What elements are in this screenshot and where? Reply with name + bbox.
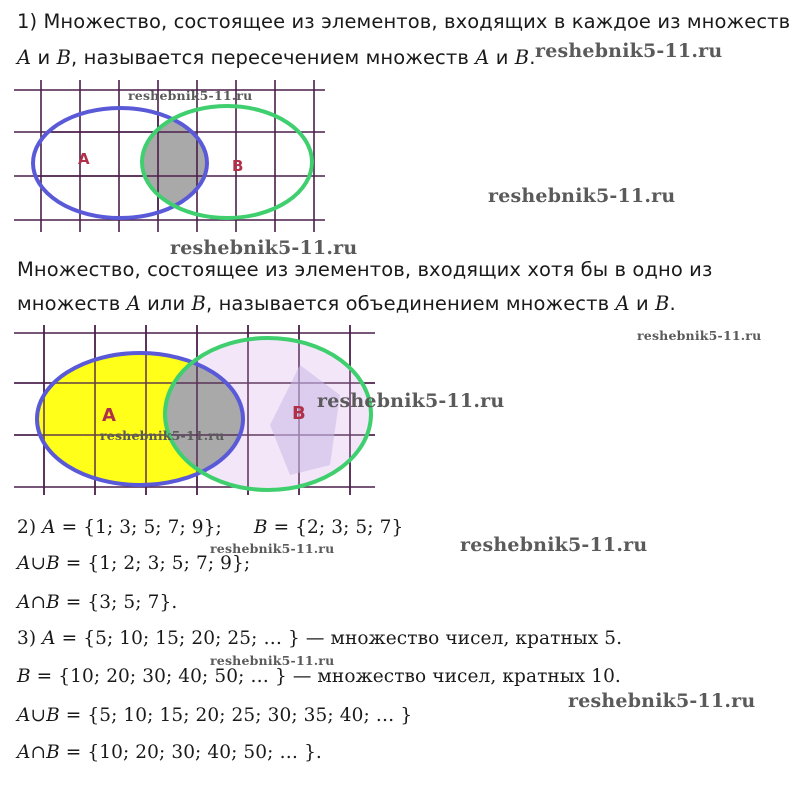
text-fragment: множеств: [17, 292, 127, 315]
union-operator: ∪: [30, 705, 47, 726]
definition-intersection-line2: [17, 46, 536, 69]
intersection-operator: ∩: [30, 592, 47, 613]
intersection-value: = {10; 20; 30; 40; 50; … }.: [59, 742, 322, 763]
set-a-value: = {1; 3; 5; 7; 9};: [55, 517, 222, 538]
set-b-symbol: B: [17, 666, 31, 687]
set-b-symbol: B: [191, 292, 206, 315]
set-a-symbol: A: [126, 292, 141, 315]
set-b-value: = {2; 3; 5; 7}: [267, 517, 404, 538]
watermark-text: reshebnik5-11.ru: [210, 653, 335, 668]
set-a-symbol: A: [615, 292, 630, 315]
set-b-value: = {10; 20; 30; 40; 50; … } — множество чисел, кратных 10.: [30, 666, 621, 687]
set-b-symbol: B: [46, 553, 60, 574]
set-a-symbol: A: [17, 592, 31, 613]
example3-set-a: [17, 628, 622, 649]
text-fragment: и: [629, 292, 656, 315]
watermark-text: reshebnik5-11.ru: [170, 237, 358, 259]
text-fragment: и: [31, 46, 57, 69]
set-a-symbol: A: [17, 705, 31, 726]
text-fragment: или: [140, 292, 192, 315]
text-fragment: .: [669, 292, 676, 315]
set-a-symbol: A: [17, 46, 32, 69]
set-a-label: A: [78, 150, 90, 168]
definition-intersection-line1: 1) Множество, состоящее из элементов, входящих в каждое из множеств: [17, 10, 791, 33]
intersection-value: = {3; 5; 7}.: [59, 592, 178, 613]
set-a-symbol: A: [475, 46, 490, 69]
set-b-label: B: [232, 157, 244, 175]
example2-union: [17, 553, 250, 574]
set-b-symbol: B: [46, 705, 60, 726]
definition-union-line1: Множество, состоящее из элементов, входящих хотя бы в одно из: [17, 258, 713, 281]
watermark-text: reshebnik5-11.ru: [210, 541, 335, 556]
union-operator: ∪: [30, 553, 47, 574]
watermark-text: reshebnik5-11.ru: [535, 40, 723, 62]
set-a-symbol: A: [42, 517, 56, 538]
intersection-operator: ∩: [30, 742, 47, 763]
text-fragment: , называется пересечением множеств: [71, 46, 476, 69]
example2-intersection: [17, 592, 177, 613]
text-fragment: и: [489, 46, 515, 69]
set-a-label: A: [102, 405, 116, 426]
set-a-value: = {5; 10; 15; 20; 25; … } — множество чисел, кратных 5.: [55, 628, 623, 649]
set-b-symbol: B: [46, 592, 60, 613]
set-b-symbol: B: [655, 292, 670, 315]
union-value: = {5; 10; 15; 20; 25; 30; 35; 40; … }: [59, 705, 413, 726]
set-b-symbol: B: [253, 517, 268, 538]
set-a-symbol: A: [17, 553, 31, 574]
set-b-symbol: B: [46, 742, 60, 763]
definition-union-line2: [17, 292, 676, 315]
set-a-symbol: A: [17, 742, 31, 763]
example3-union: [17, 705, 412, 726]
watermark-text: reshebnik5-11.ru: [460, 534, 648, 556]
text-fragment: 2): [17, 517, 43, 538]
text-fragment: .: [529, 46, 536, 69]
watermark-text: reshebnik5-11.ru: [128, 88, 253, 103]
set-b-symbol: B: [56, 46, 71, 69]
set-b-symbol: B: [514, 46, 530, 69]
example3-intersection: [17, 742, 322, 763]
example3-set-b: [17, 666, 621, 687]
text-fragment: 3): [17, 628, 43, 649]
union-value: = {1; 2; 3; 5; 7; 9};: [59, 553, 251, 574]
text-fragment: , называется объединением множеств: [205, 292, 616, 315]
venn-diagram-intersection: [0, 80, 330, 235]
watermark-text: reshebnik5-11.ru: [100, 428, 225, 443]
set-a-symbol: A: [42, 628, 56, 649]
watermark-text: reshebnik5-11.ru: [568, 690, 756, 712]
example2-sets: [17, 517, 403, 538]
watermark-text: reshebnik5-11.ru: [317, 390, 505, 412]
set-b-label: B: [292, 403, 306, 424]
watermark-text: reshebnik5-11.ru: [488, 185, 676, 207]
watermark-text: reshebnik5-11.ru: [637, 328, 762, 343]
